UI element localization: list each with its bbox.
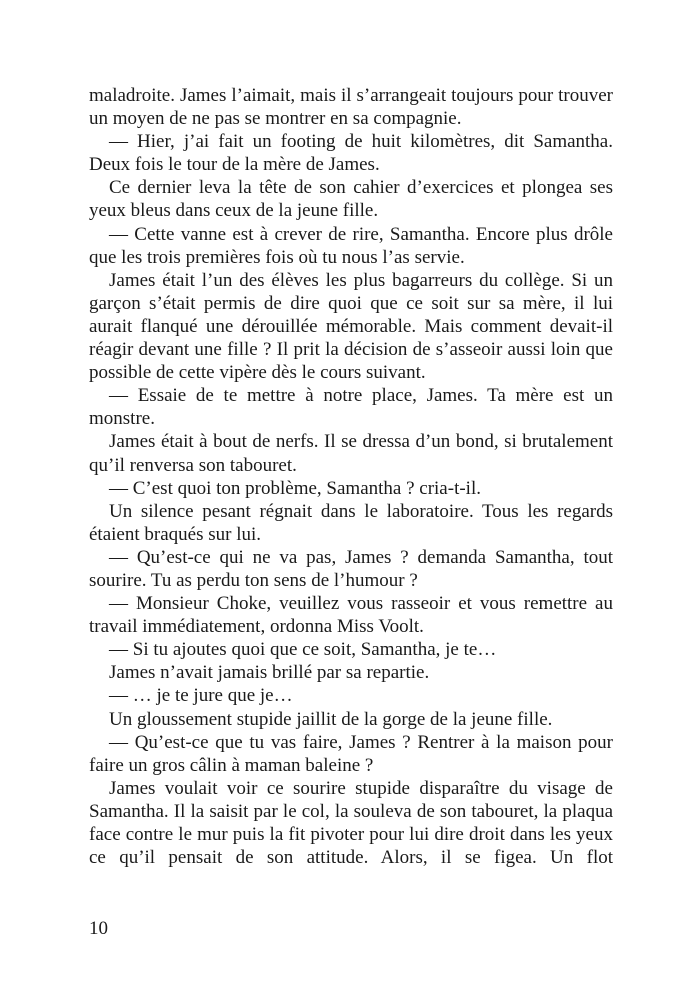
dialogue-line: — Qu’est-ce que tu vas faire, James ? Rentrer à la maison pour faire un gros câlin à maman baleine ? bbox=[89, 731, 613, 776]
dialogue-line: — Cette vanne est à crever de rire, Samantha. Encore plus drôle que les trois premières fois où tu nous l’as servie. bbox=[89, 223, 613, 268]
paragraph: Un silence pesant régnait dans le laboratoire. Tous les regards étaient braqués sur lui. bbox=[89, 500, 613, 545]
paragraph: James était à bout de nerfs. Il se dressa d’un bond, si brutalement qu’il renversa son tabouret. bbox=[89, 431, 613, 476]
dialogue-line: — … je te jure que je… bbox=[109, 685, 293, 707]
body-text bbox=[89, 84, 613, 869]
paragraph-continued: maladroite. James l’aimait, mais il s’arrangeait toujours pour trouver un moyen de ne pas se montrer en sa compagnie. bbox=[89, 85, 613, 130]
paragraph: Ce dernier leva la tête de son cahier d’exercices et plongea ses yeux bleus dans ceux de la jeune fille. bbox=[89, 177, 613, 222]
dialogue-line: — Monsieur Choke, veuillez vous rasseoir et vous remettre au travail immédiatement, ordonna Miss Voolt. bbox=[89, 593, 613, 638]
dialogue-line: — C’est quoi ton problème, Samantha ? cria-t-il. bbox=[109, 477, 481, 499]
paragraph: James n’avait jamais brillé par sa repartie. bbox=[109, 662, 430, 684]
dialogue-line: — Qu’est-ce qui ne va pas, James ? demanda Samantha, tout sourire. Tu as perdu ton sens de l’humour ? bbox=[89, 546, 613, 591]
dialogue-line: — Hier, j’ai fait un footing de huit kilomètres, dit Samantha. Deux fois le tour de la mère de James. bbox=[89, 131, 613, 176]
page-number: 10 bbox=[89, 918, 108, 939]
paragraph: Un gloussement stupide jaillit de la gorge de la jeune fille. bbox=[109, 708, 553, 730]
paragraph-final: James voulait voir ce sourire stupide disparaître du visage de Samantha. Il la saisit par le col, la souleva de son tabouret, la plaqua face contre le mur puis la fit pivoter pour lui dire droit dans les yeux ce qu’il pensait de son attitude. Alors, il se figea. Un flot bbox=[89, 777, 613, 869]
dialogue-line: — Si tu ajoutes quoi que ce soit, Samantha, je te… bbox=[109, 639, 497, 661]
dialogue-line: — Essaie de te mettre à notre place, James. Ta mère est un monstre. bbox=[89, 385, 613, 430]
paragraph: James était l’un des élèves les plus bagarreurs du collège. Si un garçon s’était permis de dire quoi que ce soit sur sa mère, il lui aurait flanqué une dérouillée mémorable. Mais comment devait-il réagir devant une fille ? Il prit la décision de s’asseoir aussi loin que possible de cette vipère dès le cours suivant. bbox=[89, 269, 613, 384]
